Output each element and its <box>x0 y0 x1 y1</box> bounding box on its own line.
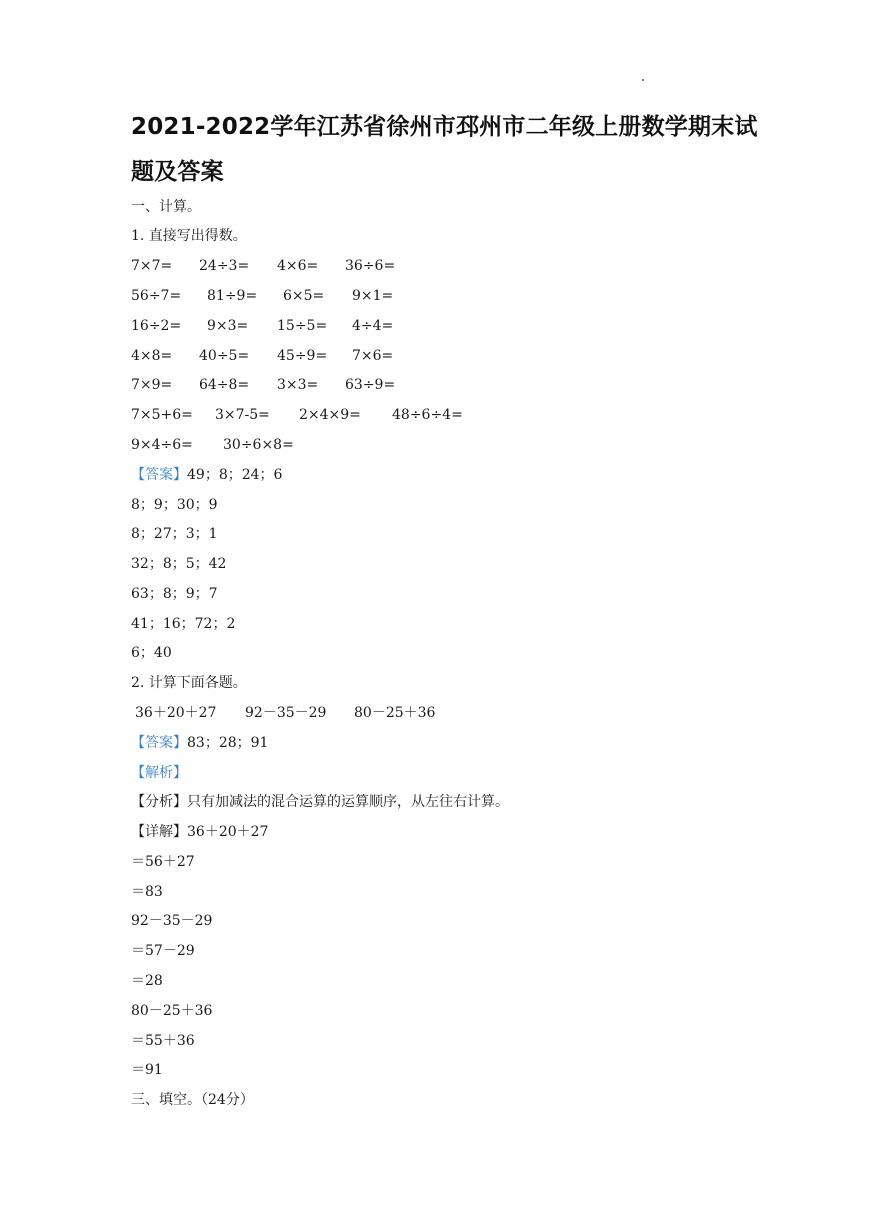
exercise-item: 56÷7= <box>131 288 182 304</box>
exercise-item: 81÷9= <box>207 288 258 304</box>
exercise-item: 2×4×9= <box>299 407 361 423</box>
exercise-item: 4×8= <box>131 348 173 364</box>
exercise-item: 3×3= <box>277 377 319 393</box>
solution-step: ＝91 <box>131 1062 163 1078</box>
solution-step: ＝56＋27 <box>131 854 195 870</box>
solution-step: ＝55＋36 <box>131 1033 195 1049</box>
document-title-line-1: 2021-2022学年江苏省徐州市邳州市二年级上册数学期末试 <box>131 114 758 140</box>
solution-step: 80－25＋36 <box>131 1003 213 1019</box>
answer-line <box>131 466 282 484</box>
answer-line <box>131 734 268 752</box>
answer-tag: 【答案】 <box>131 467 187 483</box>
exercise-item: 92－35－29 <box>245 705 327 721</box>
exercise-item: 3×7-5= <box>215 407 270 423</box>
analysis-tag: 【解析】 <box>131 765 187 781</box>
exercise-item: 7×7= <box>131 258 173 274</box>
document-title-line-2: 题及答案 <box>131 159 224 185</box>
exercise-item: 16÷2= <box>131 318 182 334</box>
exercise-item: 48÷6÷4= <box>392 407 463 423</box>
answer-text: 49；8；24；6 <box>187 467 283 483</box>
answer-line: 32；8；5；42 <box>131 556 227 572</box>
detail-text: 【详解】36＋20＋27 <box>131 824 269 840</box>
answer-text: 83；28；91 <box>187 735 269 751</box>
solution-step: ＝83 <box>131 884 163 900</box>
exercise-item: 40÷5= <box>199 348 250 364</box>
answer-line: 8；9；30；9 <box>131 497 218 513</box>
solution-step: ＝57－29 <box>131 943 195 959</box>
exercise-item: 4×6= <box>277 258 319 274</box>
solution-step: 92－35－29 <box>131 913 213 929</box>
analysis-text: 【分析】只有加减法的混合运算的运算顺序，从左往右计算。 <box>131 794 509 810</box>
exercise-item: 36÷6= <box>345 258 396 274</box>
section-heading: 三、填空。（24分） <box>131 1092 254 1108</box>
exercise-item: 45÷9= <box>277 348 328 364</box>
answer-line: 8；27；3；1 <box>131 526 218 542</box>
solution-step: ＝28 <box>131 973 163 989</box>
exercise-item: 30÷6×8= <box>223 437 294 453</box>
exercise-item: 4÷4= <box>352 318 394 334</box>
exercise-item: 15÷5= <box>277 318 328 334</box>
question-2-heading: 2. 计算下面各题。 <box>131 675 247 691</box>
exercise-item: 36＋20＋27 <box>135 705 217 721</box>
exercise-item: 9×4÷6= <box>131 437 193 453</box>
exercise-item: 7×9= <box>131 377 173 393</box>
exercise-item: 7×5+6= <box>131 407 193 423</box>
answer-line: 63；8；9；7 <box>131 586 218 602</box>
exercise-item: 9×3= <box>207 318 249 334</box>
exercise-item: 7×6= <box>352 348 394 364</box>
page-mark <box>642 79 644 81</box>
exercise-item: 64÷8= <box>199 377 250 393</box>
question-1-heading: 1. 直接写出得数。 <box>131 228 247 244</box>
answer-line: 6；40 <box>131 645 172 661</box>
answer-line: 41；16；72；2 <box>131 616 236 632</box>
exercise-item: 63÷9= <box>345 377 396 393</box>
exercise-item: 80－25＋36 <box>354 705 436 721</box>
answer-tag: 【答案】 <box>131 735 187 751</box>
section-heading: 一、计算。 <box>131 199 201 215</box>
exercise-item: 9×1= <box>352 288 394 304</box>
exercise-item: 6×5= <box>283 288 325 304</box>
exercise-item: 24÷3= <box>199 258 250 274</box>
